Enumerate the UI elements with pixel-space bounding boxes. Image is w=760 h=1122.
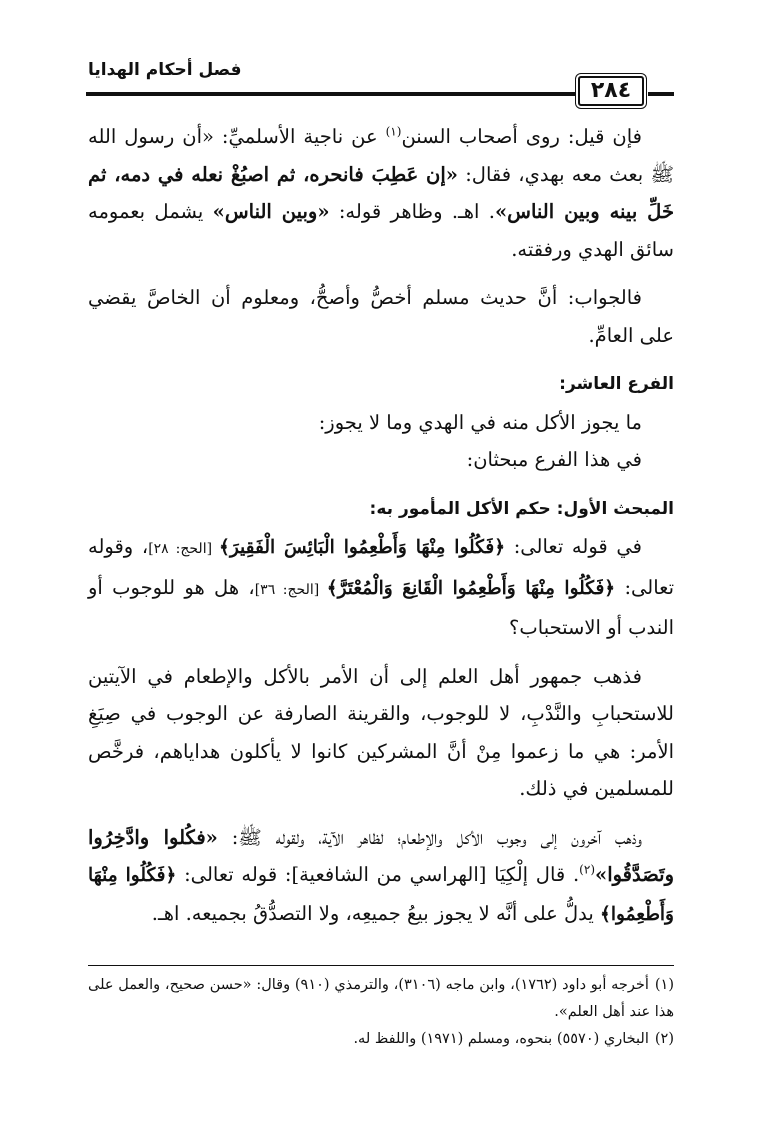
footnote-2 xyxy=(88,1026,674,1053)
text-run: . قال إلْكِيَا [الهراسي من الشافعية]: قوله تعالى: xyxy=(176,863,580,886)
header-rule-right xyxy=(648,92,674,96)
verse-reference: [الحج: ٢٨] xyxy=(148,541,219,557)
paragraph-verses xyxy=(88,528,674,647)
main-text xyxy=(88,118,674,933)
footnote-text: أخرجه أبو داود (١٧٦٢)، وابن ماجه (٣١٠٦)، والترمذي (٩١٠) وقال: «حسن صحيح، والعمل على هذا عند أهل العلم». xyxy=(88,977,674,1020)
footnote-1 xyxy=(88,972,674,1026)
footnote-ref-1: (١) xyxy=(385,124,402,139)
footnotes xyxy=(88,972,674,1053)
paragraph-objection xyxy=(88,118,674,268)
text-run: عن ناجية الأسلميِّ: «أن رسول الله ﷺ بعث معه بهدي، فقال: xyxy=(88,125,674,186)
section-heading-first-topic: المبحث الأول: حكم الأكل المأمور به: xyxy=(369,498,674,519)
paragraph-answer: فالجواب: أنَّ حديث مسلم أخصُّ وأصحُّ، ومعلوم أن الخاصَّ يقضي على العامِّ. xyxy=(88,286,674,347)
section-heading-tenth-branch: الفرع العاشر: xyxy=(559,374,674,394)
text-run: يدلُّ على أنَّه لا يجوز بيعُ جميعِه، ولا التصدُّقُ بجميعه. اهـ. xyxy=(151,901,601,925)
text-run: وذهب آخرون إلى وجوب الأكل والإطعام؛ لظاهر الآية، ولقوله ﷺ: xyxy=(217,825,642,849)
quran-verse: ﴿فَكُلُوا مِنْهَا وَأَطْعِمُوا الْبَائِسَ الْفَقِيرَ﴾ xyxy=(218,537,506,558)
paragraph-two-topics: في هذا الفرع مبحثان: xyxy=(466,448,642,471)
footnote-number: (١) xyxy=(654,977,674,993)
text-run: في قوله تعالى: xyxy=(505,535,642,558)
footnote-separator xyxy=(88,965,674,966)
hadith-phrase: «وبين الناس» xyxy=(212,200,330,223)
quran-verse: ﴿فَكُلُوا مِنْهَا وَأَطْعِمُوا الْقَانِعَ وَالْمُعْتَرَّ﴾ xyxy=(326,577,616,599)
page-number: ٢٨٤ xyxy=(578,76,644,106)
text-run: . اهـ. وظاهر قوله: xyxy=(329,200,495,223)
text-run: ، وقوله تعالى: xyxy=(88,535,674,599)
footnote-text: البخاري (٥٥٧٠) بنحوه، ومسلم (١٩٧١) واللفظ له. xyxy=(353,1031,649,1047)
page-header xyxy=(0,0,760,110)
text-run: ، هل هو للوجوب أو الندب أو الاستحباب؟ xyxy=(88,575,674,639)
paragraph-other-view xyxy=(88,819,674,934)
footnote-ref-2: (٢) xyxy=(579,862,595,877)
text-run: فإن قيل: روى أصحاب السنن xyxy=(401,125,642,148)
hadith-quote: «إن عَطِبَ فانحره، ثم اصبُغْ نعله في دمه، ثم خَلِّ بينه وبين الناس» xyxy=(88,162,675,223)
hadith-quote: «فكُلوا وادَّخِرُوا وتَصَدَّقُوا» xyxy=(88,825,674,886)
paragraph-topic: ما يجوز الأكل منه في الهدي وما لا يجوز: xyxy=(318,410,642,434)
verse-reference: [الحج: ٣٦] xyxy=(254,581,327,598)
quran-verse: ﴿فَكُلُوا مِنْهَا وَأَطْعِمُوا﴾ xyxy=(88,865,674,925)
footnote-number: (٢) xyxy=(654,1031,674,1047)
paragraph-majority-view: فذهب جمهور أهل العلم إلى أن الأمر بالأكل والإطعام في الآيتين للاستحبابِ والنَّدْبِ، لا للوجوب، والقرينة الصارفة عن الوجوب في صِيَغِ الأمر: هي ما زعموا مِنْ أنَّ المشركين كانوا لا يأكلون هداياهم، فرخَّص للمسلمين في ذلك. xyxy=(88,664,674,800)
text-run: يشمل بعمومه سائق الهدي ورفقته. xyxy=(88,200,674,261)
header-rule-left xyxy=(86,92,576,96)
running-title: فصل أحكام الهدايا xyxy=(88,60,242,80)
